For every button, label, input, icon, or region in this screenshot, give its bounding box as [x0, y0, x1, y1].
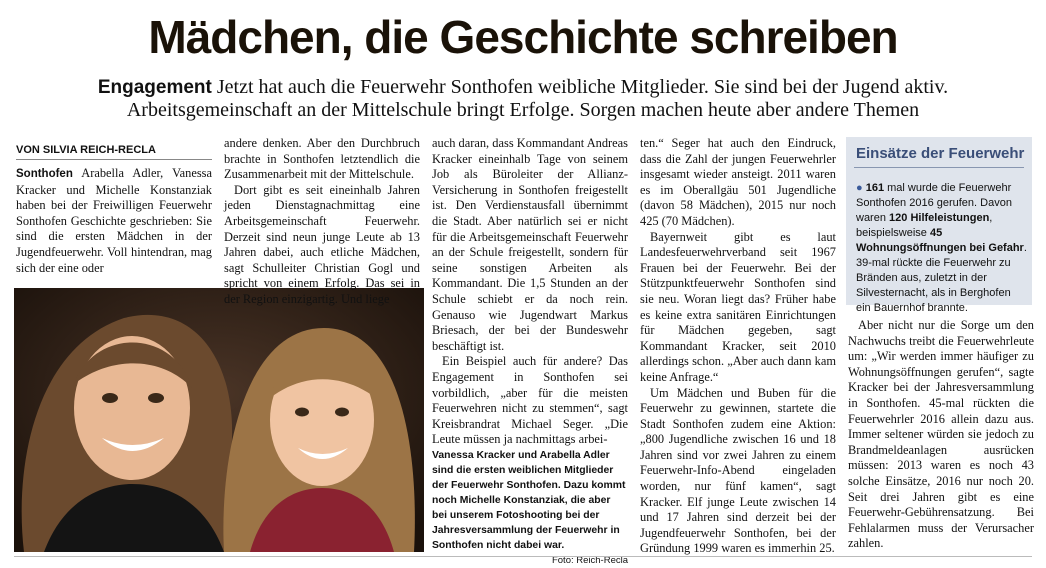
- col4-paragraph-3: Um Mädchen und Buben für die Feuerwehr zu gewinnen, startete die Stadt Sonthofen zudem eine Aktion: „800 Jugendliche zwischen 16 und 18 Jahren sind vor zwei Jahren zu einem Feuerwehr-Info-Abend eingeladen worden, nur fünf kamen“, sagt Kracker. Elf junge Leute zwischen 14 und 17 Jahren sind derzeit bei der Jugendfeuerwehr Sonthofen, bei der Gründung 1999 waren es immerhin 25.: [640, 385, 836, 556]
- info-text-3: . 39-mal rückte die Feuerwehr zu Bränden aus, zuletzt in der Silvesternacht, als in Berghofen ein Bauernhof brannte.: [856, 242, 1027, 314]
- column-3: [432, 136, 628, 448]
- article-headline: Mädchen, die Geschichte schreiben: [148, 11, 898, 63]
- photo-caption: [432, 448, 628, 568]
- bottom-divider: [14, 556, 1032, 557]
- info-box: [846, 137, 1032, 314]
- dateline: Sonthofen: [16, 168, 73, 180]
- stat-total: 161: [865, 182, 885, 194]
- info-text-1: mal wurde die Feuerwehr Sonthofen 2016 gerufen. Davon waren: [856, 182, 1012, 224]
- column-2: [224, 136, 420, 308]
- col5-paragraph-1: Aber nicht nur die Sorge um den Nachwuchs treibt die Feuerwehrleute um: „Wir werden immer häufiger zu Wohnungsöffnungen gerufen“, sagte Kracker bei der Jahresversammlung in Sonthofen. 45-mal rückten die Feuerwehrler 2016 allein dazu aus. Immer seltener würden sie jedoch zu Brandmeldeanlagen ausrücken müssen: 2013 waren es noch 43 solche Einsätze, 2016 nur noch 20. Seit drei Jahren gibt es eine Feuerwehr-Gebührensatzung. Bei Fehlalarmen muss der Verursacher zahlen.: [848, 318, 1034, 551]
- info-box-body: [856, 181, 1028, 316]
- col2-paragraph-1: andere denken. Aber den Durchbruch brachte in Sonthofen letztendlich die Zusammenarbeit mit der Mittelschule.: [224, 136, 420, 182]
- col1-paragraph: [16, 166, 212, 276]
- article-subhead: [0, 76, 1046, 122]
- photo-credit: Foto: Reich-Recla: [551, 555, 628, 566]
- info-box-title: Einsätze der Feuerwehr: [856, 145, 1025, 162]
- col4-paragraph-2: Bayernweit gibt es laut Landesfeuerwehrverband seit 1967 Frauen bei der Feuerwehr. Bei der Stützpunktfeuerwehr Sonthofen sind sie neu. Woran liegt das? Früher habe es keine extra sanitären Einrichtungen für Mädchen gegeben, sagt Kommandant Kracker, seit 2010 allerdings schon. „Aber auch dann kam keine Anfrage.“: [640, 229, 836, 384]
- info-box-divider: [854, 167, 1024, 168]
- byline: VON SILVIA REICH-RECLA: [16, 144, 212, 160]
- subhead-line2: Arbeitsgemeinschaft an der Mittelschule bringt Erfolge. Sorgen machen heute aber andere Themen: [126, 99, 920, 121]
- subhead-line1: Jetzt hat auch die Feuerwehr Sonthofen weibliche Mitglieder. Sie sind bei der Jugend aktiv.: [211, 76, 949, 98]
- column-4: [640, 136, 836, 557]
- column-1: [16, 166, 212, 276]
- col4-paragraph-1: ten.“ Seger hat auch den Eindruck, dass die Zahl der jungen Feuerwehrler insgesamt wieder ansteigt. 2011 waren es im Oberallgäu 501 Jugendliche (davon 58 Mädchen), 2015 nur noch 425 (70 Mädchen).: [640, 136, 836, 228]
- bullet-icon: ●: [856, 182, 863, 194]
- info-text-2: , beispielsweise: [856, 212, 993, 239]
- column-5: [848, 318, 1034, 552]
- col1-text: Arabella Adler, Vanessa Kracker und Michelle Konstanziak haben bei der Freiwilligen Feuerwehr Sonthofen Geschichte geschrieben: Sie sind die ersten Mädchen in der Jugendfeuerwehr. Voll hintendran, mag sich der eine oder: [16, 166, 212, 275]
- article-photo: [14, 288, 424, 552]
- stat-openings: 45 Wohnungsöffnungen bei Gefahr: [856, 227, 1024, 254]
- photo-illustration: [14, 288, 424, 552]
- stat-help: 120 Hilfeleistungen: [889, 212, 990, 224]
- subhead-kicker: Engagement: [97, 77, 212, 98]
- caption-text: Vanessa Kracker und Arabella Adler sind die ersten weiblichen Mitglieder der Feuerwehr Sonthofen. Dazu kommt noch Michelle Konstanziak, die aber bei unserem Fotoshooting bei der Jahresversammlung der Feuerwehr in Sonthofen nicht dabei war.: [432, 450, 626, 551]
- col3-paragraph-1: auch daran, dass Kommandant Andreas Kracker eineinhalb Tage von seinem Job als Büroleiter der Allianz-Versicherung in Sonthofen freigestellt ist. Den Verdienstausfall übernimmt die Stadt. Aber natürlich sei er nicht für die Arbeitsgemeinschaft Feuerwehr an der Schule freigestellt, sondern für seine sonstigen Arbeiten als Kommandant. Die 1,5 Stunden an der Schule schiebt er da noch rein. Genauso wie Jugendwart Markus Briesach, der bei der Bundeswehr beschäftigt ist.: [432, 136, 628, 353]
- col3-paragraph-2: Ein Beispiel auch für andere? Das Engagement in Sonthofen sei vorbildlich, „aber für die meisten Feuerwehren nicht zu stemmen“, sagt Kreisbrandrat Michael Seger. „Die Leute müssen ja nachmittags arbei-: [432, 354, 628, 447]
- col2-paragraph-2: Dort gibt es seit eineinhalb Jahren jeden Dienstagnachmittag eine Arbeitsgemeinschaft Feuerwehr. Derzeit sind neun junge Leute ab 13 Jahren dabei, auch etliche Mädchen, sagt Schulleiter Christian Gogl und spricht von einem Erfolg. Das sei in der Region einzigartig. Und liege: [224, 182, 420, 306]
